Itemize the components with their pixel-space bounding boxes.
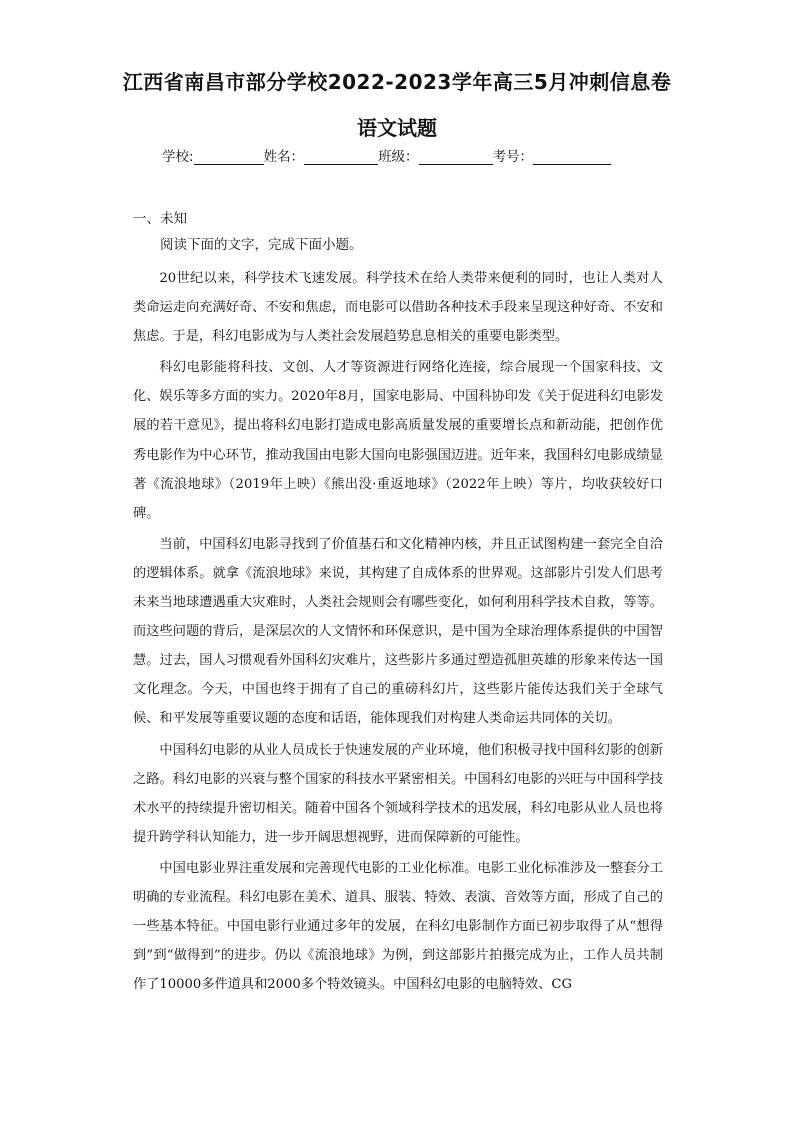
class-field[interactable] xyxy=(419,150,493,165)
reading-instruction: 阅读下面的文字，完成下面小题。 xyxy=(160,237,363,253)
exam-no-label: 考号： xyxy=(492,149,534,165)
passage-paragraph: 20世纪以来，科学技术飞速发展。科学技术在给人类带来便利的同时，也让人类对人类命运走向充满好奇、不安和焦虑，而电影可以借助各种技术手段来呈现这种好奇、不安和焦虑。于是，科幻电影成为与人类社会发展趋势息息相关的重要电影类型。 xyxy=(133,271,663,345)
passage-paragraph: 中国电影业界注重发展和完善现代电影的工业化标准。电影工业化标准涉及一整套分工明确的专业流程。科幻电影在美术、道具、服装、特效、表演、音效等方面，形成了自己的一些基本特征。中国电影行业通过多年的发展，在科幻电影制作方面已初步取得了从“想得到”到“做得到”的进步。仍以《流浪地球》为例，到这部影片拍摄完成为止，工作人员共制作了10000多件道具和2000多个特效镜头。中国科幻电影的电脑特效、CG xyxy=(133,860,663,993)
reading-passage xyxy=(133,264,663,1001)
exam-no-field[interactable] xyxy=(533,150,611,165)
passage-paragraph: 科幻电影能将科技、文创、人才等资源进行网络化连接，综合展现一个国家科技、文化、娱乐等多方面的实力。2020年8月，国家电影局、中国科协印发《关于促进科幻电影发展的若干意见》，提出将科幻电影打造成电影高质量发展的重要增长点和新动能，把创作优秀电影作为中心环节，推动我国由电影大国向电影强国迈进。近年来，我国科幻电影成绩显著《流浪地球》（2019年上映）《熊出没·重返地球》（2022年上映）等片，均收获较好口碑。 xyxy=(133,360,663,521)
school-field[interactable] xyxy=(194,150,264,165)
exam-title: 江西省南昌市部分学校2022-2023学年高三5月冲刺信息卷 xyxy=(122,70,672,94)
exam-subtitle: 语文试题 xyxy=(357,116,437,140)
section-heading: 一、未知 xyxy=(133,211,187,227)
class-label: 班级： xyxy=(378,149,419,165)
passage-paragraph: 中国科幻电影的从业人员成长于快速发展的产业环境，他们积极寻找中国科幻影的创新之路。科幻电影的兴衰与整个国家的科技水平紧密相关。中国科幻电影的兴旺与中国科学技术水平的持续提升密切相关。随着中国各个领域科学技术的迅发展，科幻电影从业人员也将提升跨学科认知能力，进一步开阔思想视野，进而保障新的可能性。 xyxy=(133,742,663,845)
passage-paragraph: 当前，中国科幻电影寻找到了价值基石和文化精神内核，并且正试图构建一套完全自洽的逻辑体系。就拿《流浪地球》来说，其构建了自成体系的世界观。这部影片引发人们思考未来当地球遭遇重大灾难时，人类社会规则会有哪些变化，如何利用科学技术自救，等等。而这些问题的背后，是深层次的人文情怀和环保意识，是中国为全球治理体系提供的中国智慧。过去，国人习惯观看外国科幻灾难片，这些影片多通过塑造孤胆英雄的形象来传达一国文化理念。今天，中国也终于拥有了自己的重磅科幻片，这些影片能传达我们关于全球气候、和平发展等重要议题的态度和话语，能体现我们对构建人类命运共同体的关切。 xyxy=(133,536,663,727)
name-label: 姓名： xyxy=(263,149,305,165)
name-field[interactable] xyxy=(304,150,378,165)
student-info-row xyxy=(162,145,611,165)
school-label: 学校: xyxy=(162,149,194,165)
